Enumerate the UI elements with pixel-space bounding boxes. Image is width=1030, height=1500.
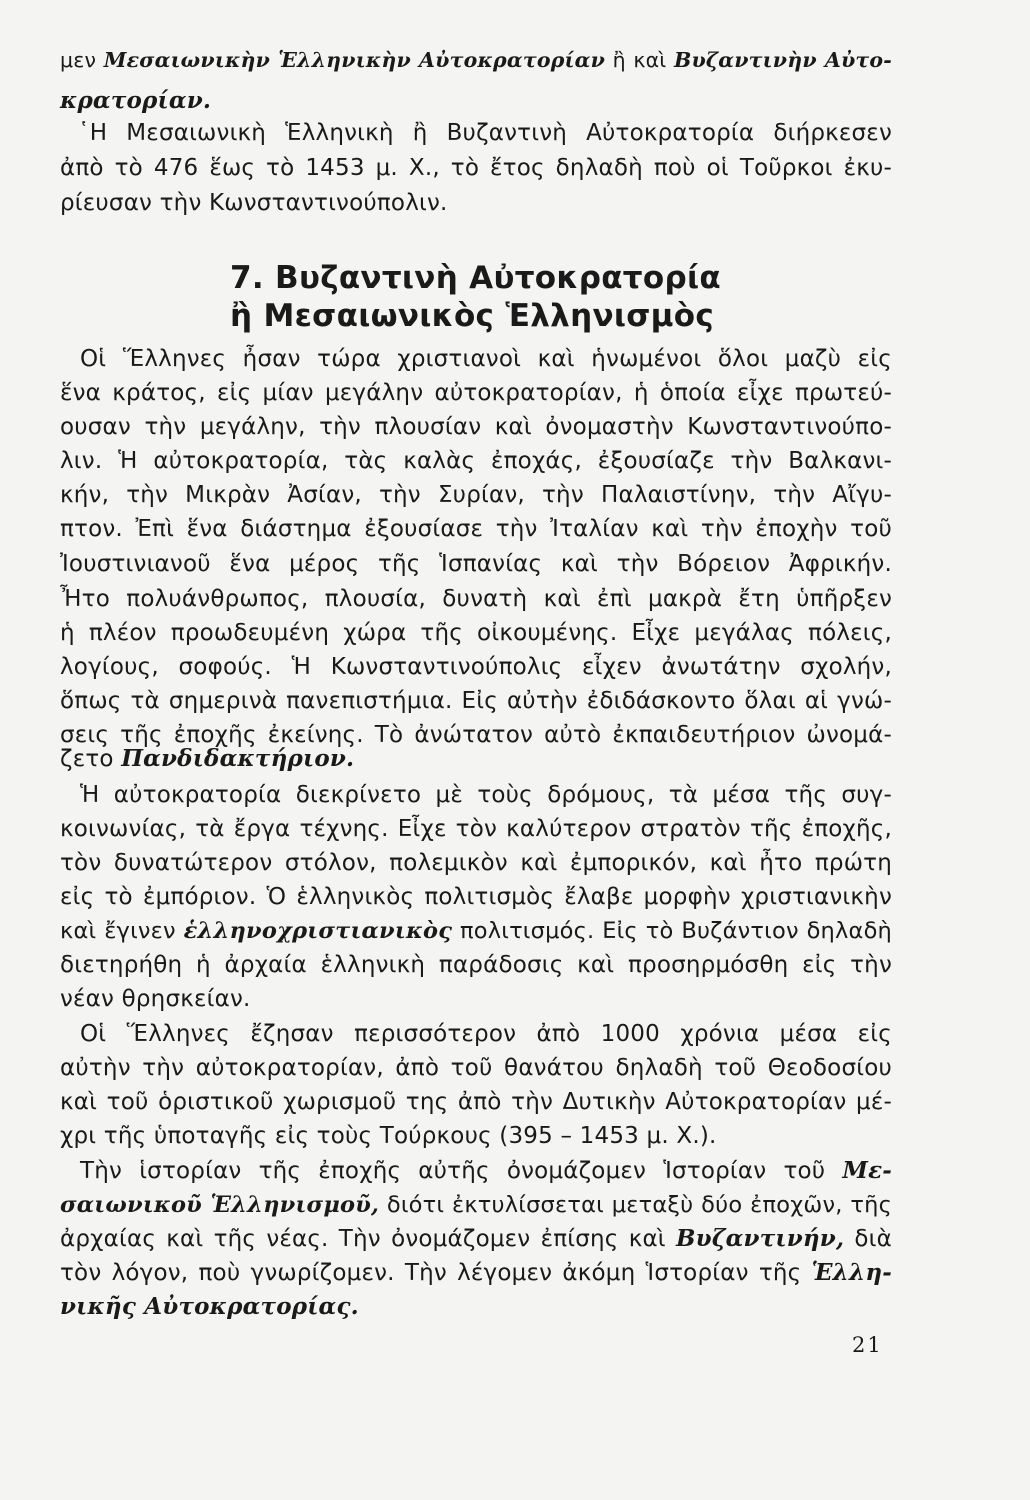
p2-line-2: κοινωνίας, τὰ ἔργα τέχνης. Εἶχε τὸν καλύτερον στρατὸν τῆς ἐποχῆς, <box>60 816 892 842</box>
p3-line-1: Οἱ Ἕλληνες ἔζησαν περισσότερον ἀπὸ 1000 χρόνια μέσα εἰς <box>80 1021 892 1047</box>
emphasis: σαιωνικοῦ Ἑλληνισμοῦ, <box>60 1192 380 1218</box>
emphasis: νικῆς Αὐτοκρατορίας. <box>60 1293 359 1320</box>
page-number: 21 <box>852 1333 883 1357</box>
p1-line-9: ἡ πλέον προωδευμένη χώρα τῆς οἰκουμένης. Εἶχε μεγάλας πόλεις, <box>60 620 892 646</box>
p3-line-3: καὶ τοῦ ὁριστικοῦ χωρισμοῦ της ἀπὸ τὴν Δυτικὴν Αὐτοκρατορίαν μέ- <box>60 1089 892 1115</box>
text: ἀρχαίας καὶ τῆς νέας. Τὴν ὀνομάζομεν ἐπίσης καὶ <box>60 1226 677 1252</box>
p1-line-8: Ἦτο πολυάνθρωπος, πλουσία, δυνατὴ καὶ ἐπὶ μακρὰ ἔτη ὑπῆρξεν <box>60 586 892 612</box>
intro-line-2 <box>60 86 892 116</box>
p4-line-3 <box>60 1224 892 1254</box>
emphasis: Μεσαιωνικὴν Ἑλληνικὴν Αὐτοκρατορίαν <box>103 48 606 72</box>
emphasis: κρατορίαν. <box>60 87 212 114</box>
p3-line-2: αὐτὴν τὴν αὐτοκρατορίαν, ἀπὸ τοῦ θανάτου δηλαδὴ τοῦ Θεοδοσίου <box>60 1055 892 1081</box>
emphasis: Πανδιδακτήριον. <box>121 745 355 772</box>
text: Τὴν ἱστορίαν τῆς ἐποχῆς αὐτῆς ὀνομάζομεν Ἱστορίαν τοῦ <box>80 1158 843 1184</box>
text: καὶ ἔγινεν <box>60 918 184 944</box>
p1-line-5: κήν, τὴν Μικρὰν Ἀσίαν, τὴν Συρίαν, τὴν Παλαιστίνην, τὴν Αἴγυ- <box>60 482 892 508</box>
p1-line-3: ουσαν τὴν μεγάλην, τὴν πλουσίαν καὶ ὀνομαστὴν Κωνσταντινούπο- <box>60 414 892 440</box>
p4-line-2 <box>60 1190 892 1220</box>
p2-line-4: εἰς τὸ ἐμπόριον. Ὁ ἑλληνικὸς πολιτισμὸς ἔλαβε μορφὴν χριστιανικὴν <box>60 884 892 910</box>
text: ἢ καὶ <box>605 48 674 72</box>
p2-line-7: νέαν θρησκείαν. <box>60 986 251 1012</box>
text: διὰ <box>844 1226 892 1252</box>
p4-line-4 <box>60 1258 892 1288</box>
p1-line-6: πτον. Ἐπὶ ἕνα διάστημα ἐξουσίασε τὴν Ἰταλίαν καὶ τὴν ἐποχὴν τοῦ <box>60 516 892 542</box>
p1-line-1: Οἱ Ἕλληνες ἦσαν τώρα χριστιανοὶ καὶ ἡνωμένοι ὅλοι μαζὺ εἰς <box>80 346 892 372</box>
text: μεν <box>60 48 104 72</box>
p2-line-5 <box>60 916 892 946</box>
p1-line-4: λιν. Ἡ αὐτοκρατορία, τὰς καλὰς ἐποχάς, ἐξουσίαζε τὴν Βαλκανι- <box>60 448 892 474</box>
p1-line-11: ὅπως τὰ σημερινὰ πανεπιστήμια. Εἰς αὐτὴν ἐδιδάσκοντο ὅλαι αἱ γνώ- <box>60 688 892 714</box>
intro-line-3: ῾Η Μεσαιωνικὴ Ἑλληνικὴ ἢ Βυζαντινὴ Αὐτοκρατορία διήρκεσεν <box>78 120 892 146</box>
p1-line-2: ἕνα κράτος, εἰς μίαν μεγάλην αὐτοκρατορίαν, ἡ ὁποία εἶχε πρωτεύ- <box>60 380 892 406</box>
p2-line-6: διετηρήθη ἡ ἀρχαία ἑλληνικὴ παράδοσις καὶ προσηρμόσθη εἰς τὴν <box>60 952 892 978</box>
p1-line-12: σεις τῆς ἐποχῆς ἐκείνης. Τὸ ἀνώτατον αὐτὸ ἐκπαιδευτήριον ὠνομά- <box>60 722 892 748</box>
p2-line-1: Ἡ αὐτοκρατορία διεκρίνετο μὲ τοὺς δρόμους, τὰ μέσα τῆς συγ- <box>80 782 892 808</box>
p4-line-1 <box>80 1156 892 1186</box>
p1-line-13 <box>60 744 892 774</box>
p2-line-3: τὸν δυνατώτερον στόλον, πολεμικὸν καὶ ἐμπορικόν, καὶ ἦτο πρώτη <box>60 850 892 876</box>
text: πολιτισμός. Εἰς τὸ Βυζάντιον δηλαδὴ <box>452 918 892 944</box>
p4-line-5 <box>60 1292 892 1322</box>
section-heading-line-1: 7. Βυζαντινὴ Αὐτοκρατορία <box>230 260 721 296</box>
p1-line-10: λογίους, σοφούς. Ἡ Κωνσταντινούπολις εἶχεν ἀνωτάτην σχολήν, <box>60 654 892 680</box>
intro-line-1 <box>60 45 892 75</box>
text: τὸν λόγον, ποὺ γνωρίζομεν. Τὴν λέγομεν ἀκόμη Ἱστορίαν τῆς <box>60 1260 812 1286</box>
emphasis: Με- <box>842 1157 892 1184</box>
emphasis: Βυζαντινὴν Αὐτο- <box>673 48 892 72</box>
emphasis: Ἑλλη- <box>811 1259 892 1286</box>
intro-line-5: ρίευσαν τὴν Κωνσταντινούπολιν. <box>60 190 448 216</box>
p1-line-7: Ἰουστινιανοῦ ἕνα μέρος τῆς Ἱσπανίας καὶ τὴν Βόρειον Ἀφρικήν. <box>60 551 892 577</box>
section-heading-line-2: ἢ Μεσαιωνικὸς Ἑλληνισμὸς <box>230 298 715 334</box>
p3-line-4: χρι τῆς ὑποταγῆς εἰς τοὺς Τούρκους (395 – 1453 μ. Χ.). <box>60 1123 717 1149</box>
text: διότι ἐκτυλίσσεται μεταξὺ δύο ἐποχῶν, τῆς <box>379 1192 892 1218</box>
emphasis: ἑλληνοχριστιανικὸς <box>183 918 453 944</box>
emphasis: Βυζαντινήν, <box>676 1225 845 1252</box>
intro-line-4: ἀπὸ τὸ 476 ἕως τὸ 1453 μ. Χ., τὸ ἔτος δηλαδὴ ποὺ οἱ Τοῦρκοι ἐκυ- <box>60 155 892 181</box>
text: ζετο <box>60 746 122 772</box>
